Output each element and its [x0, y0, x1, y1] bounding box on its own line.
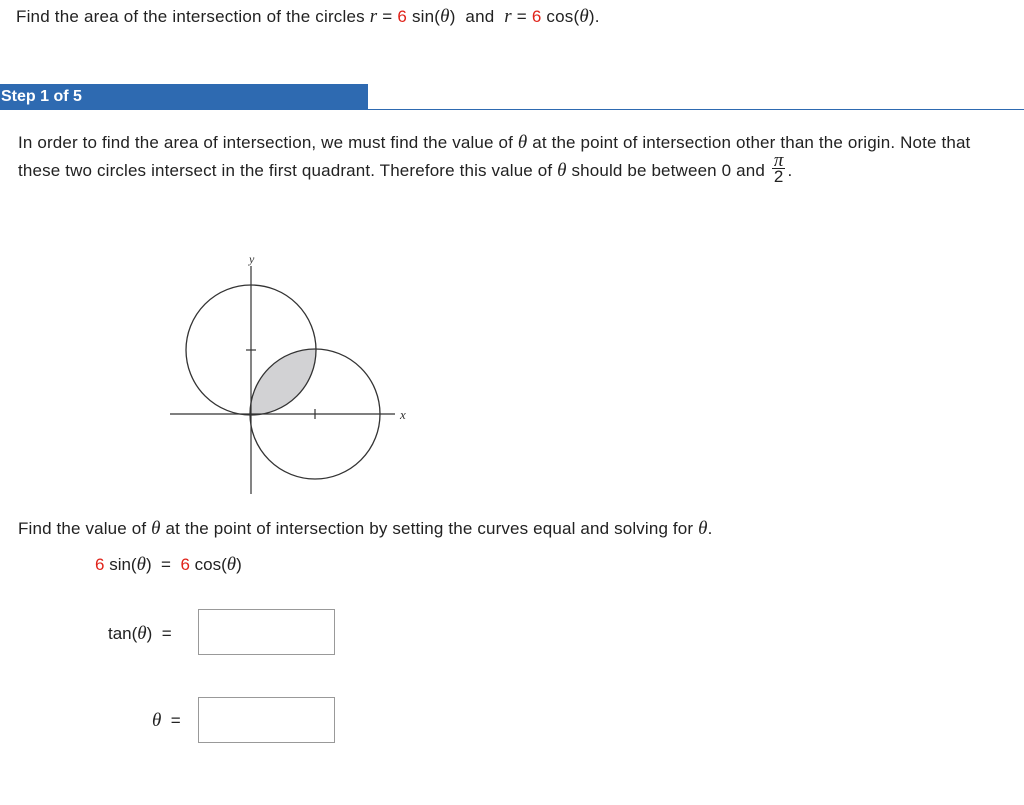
sin-function: sin( — [104, 555, 137, 574]
period: . — [707, 519, 713, 538]
equals-text: = — [161, 711, 181, 730]
equals-sign: = — [151, 555, 181, 574]
question-intro: Find the area of the intersection of the circles — [16, 7, 370, 26]
pi-symbol: π — [773, 150, 784, 171]
theta-symbol: θ — [698, 518, 708, 539]
period: . — [787, 160, 793, 180]
x-axis-label: x — [400, 407, 406, 422]
close-paren: ). — [588, 7, 600, 26]
tan-theta-answer-input[interactable] — [198, 609, 335, 655]
close-paren: ) — [145, 555, 152, 574]
theta-symbol: θ — [557, 159, 567, 181]
fraction-denominator: 2 — [773, 167, 784, 186]
instruction-text — [18, 518, 712, 540]
theta-answer-input[interactable] — [198, 697, 335, 743]
sin-function: sin( — [407, 7, 441, 26]
para-text: at the point of intersection other than the origin. Note that these two circles intersect in the first quadrant. Therefore this value of — [18, 133, 971, 180]
circles-graph — [160, 248, 420, 498]
coefficient: 6 — [531, 7, 542, 26]
var-r: r — [369, 6, 378, 27]
equals-sign: = — [377, 7, 398, 26]
theta-symbol: θ — [579, 6, 589, 27]
theta-symbol: θ — [136, 554, 146, 575]
explanation-paragraph — [18, 129, 1008, 187]
tan-label — [108, 623, 198, 645]
y-axis-label: y — [249, 252, 255, 266]
theta-symbol: θ — [440, 6, 450, 27]
equation-row — [95, 554, 242, 576]
step-header: Step 1 of 5 — [0, 84, 368, 110]
equals-text: ) = — [146, 624, 172, 643]
question-text — [16, 6, 600, 28]
instruction-part: Find the value of — [18, 519, 152, 538]
theta-symbol: θ — [517, 132, 528, 153]
equals-sign: = — [511, 7, 532, 26]
theta-symbol: θ — [151, 518, 161, 539]
coefficient: 6 — [95, 555, 105, 574]
close-paren: ) — [236, 555, 242, 574]
instruction-part: at the point of intersection by setting the curves equal and solving for — [160, 519, 699, 538]
close-paren: ) — [449, 7, 456, 26]
pi-over-2-fraction — [772, 150, 786, 186]
var-r: r — [504, 6, 512, 27]
theta-symbol: θ — [152, 710, 162, 731]
para-text: should be between 0 and — [566, 160, 770, 180]
coefficient: 6 — [180, 555, 190, 574]
para-text: In order to find the area of intersection, we must find the value of — [18, 133, 518, 152]
coefficient: 6 — [397, 7, 408, 26]
cos-function: cos( — [541, 7, 580, 26]
tan-text: tan( — [108, 624, 138, 643]
theta-symbol: θ — [226, 554, 237, 575]
theta-symbol: θ — [137, 623, 147, 644]
and-text: and — [455, 7, 505, 26]
cos-function: cos( — [189, 555, 227, 574]
theta-label — [152, 710, 198, 732]
